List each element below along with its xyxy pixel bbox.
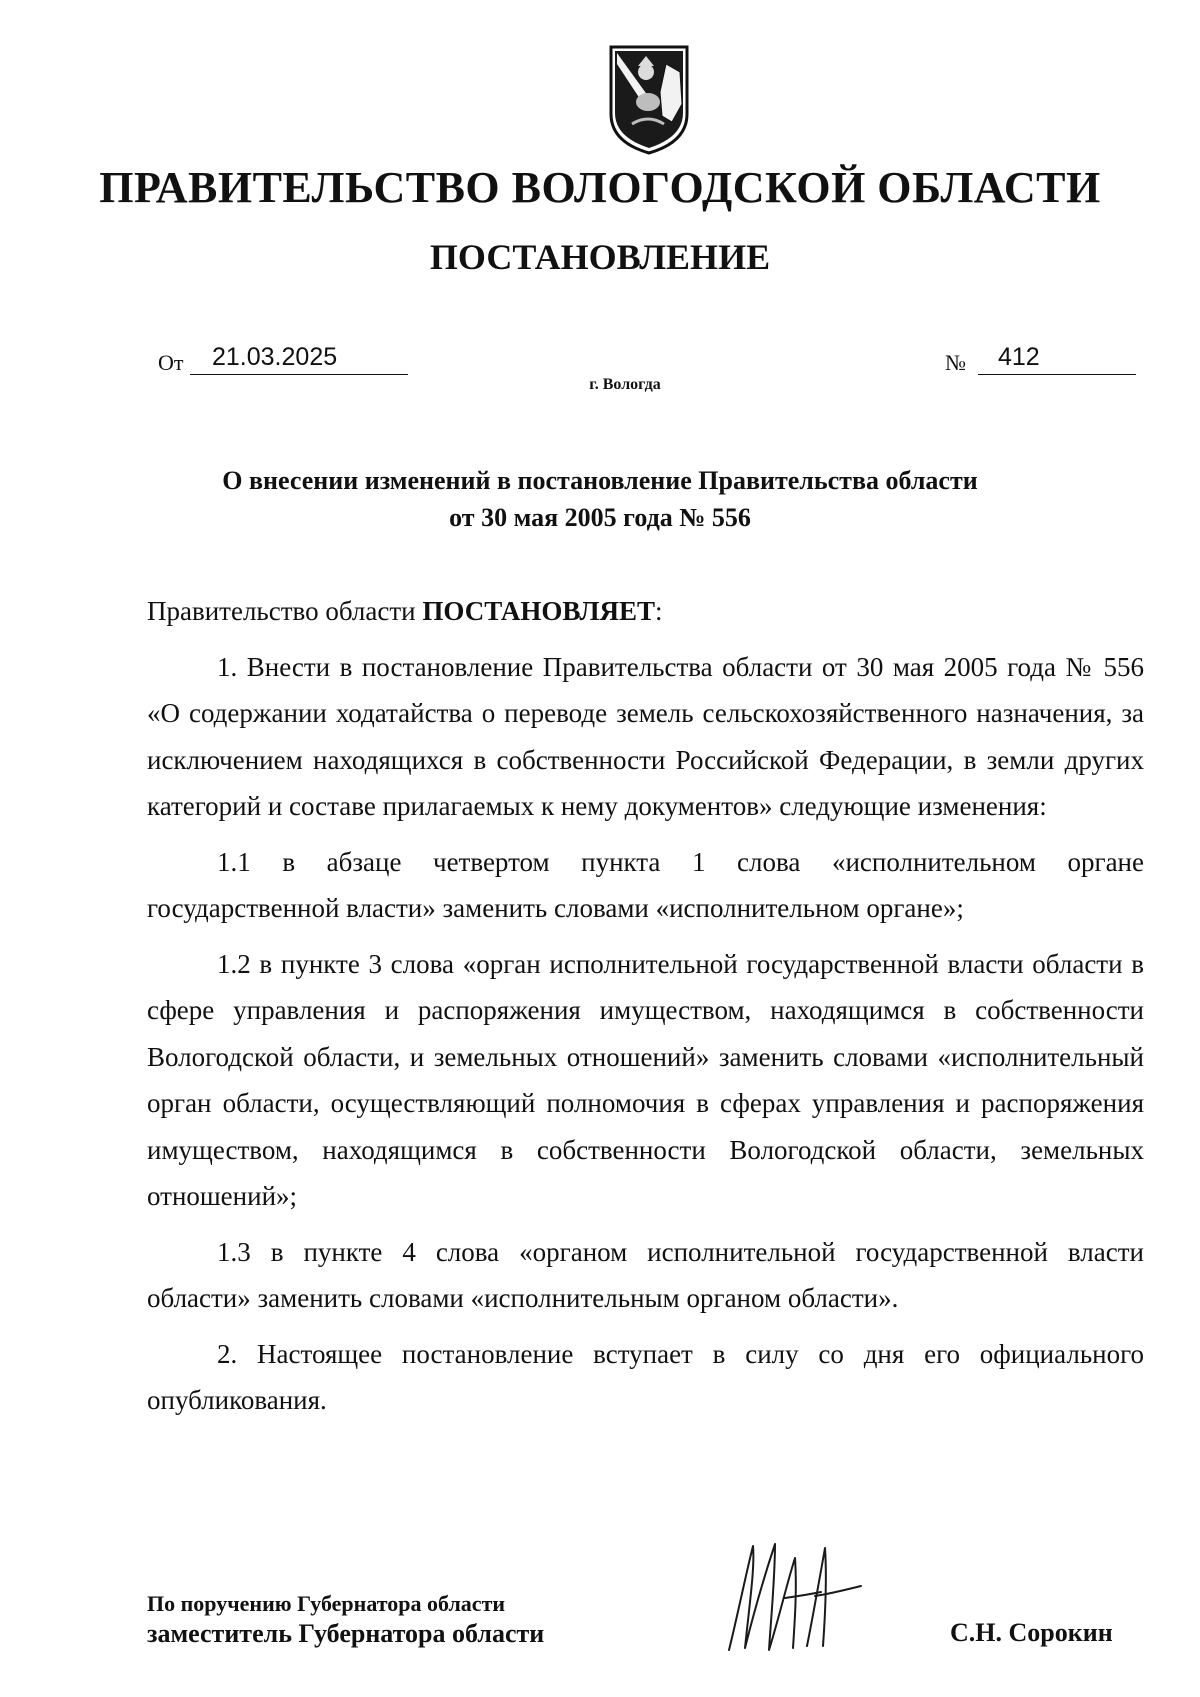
coat-of-arms-icon [608, 44, 690, 156]
document-subject [0, 462, 1200, 536]
paragraph-1-1: 1.1 в абзаце четвертом пункта 1 слова «исполнительном органе государственной власти» заменить словами «исполнительном органе»; [147, 846, 1144, 923]
signatory-line-1: По поручению Губернатора области [147, 1591, 506, 1616]
preamble-text: Правительство области [147, 596, 423, 626]
document-body [147, 588, 1144, 1433]
city-label: г. Вологда [589, 376, 661, 393]
signatory-position [147, 1589, 544, 1649]
signatory-name: С.Н. Сорокин [950, 1618, 1113, 1647]
signatory-line-2: заместитель Губернатора области [147, 1619, 545, 1648]
paragraph-1-3: 1.3 в пункте 4 слова «органом исполнительной государственной власти области» заменить словами «исполнительным органом области». [147, 1236, 1144, 1313]
organization-title: ПРАВИТЕЛЬСТВО ВОЛОГОДСКОЙ ОБЛАСТИ [99, 163, 1101, 212]
document-number: 412 [978, 340, 1136, 375]
paragraph-2: 2. Настоящее постановление вступает в силу со дня его официального опубликования. [147, 1338, 1144, 1415]
document-date: 21.03.2025 [190, 340, 408, 375]
preamble-decree: ПОСТАНОВЛЯЕТ [422, 596, 655, 626]
handwritten-signature [715, 1538, 865, 1658]
paragraph-1: 1. Внести в постановление Правительства области от 30 мая 2005 года № 556 «О содержании ходатайства о переводе земель сельскохозяйственного назначения, за исключением находящихся в собственности Российской Федерации, в земли других категорий и составе прилагаемых к нему документов» следующие изменения: [147, 651, 1144, 821]
preamble-end: : [654, 596, 663, 626]
date-label: От [158, 350, 184, 375]
preamble-paragraph [147, 588, 1144, 635]
subject-line-1: О внесении изменений в постановление Правительства области [222, 466, 978, 495]
subject-line-2: от 30 мая 2005 года № 556 [449, 503, 751, 532]
number-label: № [945, 350, 966, 375]
document-type-heading: ПОСТАНОВЛЕНИЕ [429, 237, 771, 277]
paragraph-1-2: 1.2 в пункте 3 слова «орган исполнительной государственной власти области в сфере управления и распоряжения имуществом, находящимся в собственности Вологодской области, и земельных отношений» заменить словами «исполнительный орган области, осуществляющий полномочия в сферах управления и распоряжения имуществом, находящимся в собственности Вологодской области, земельных отношений»; [147, 948, 1144, 1211]
